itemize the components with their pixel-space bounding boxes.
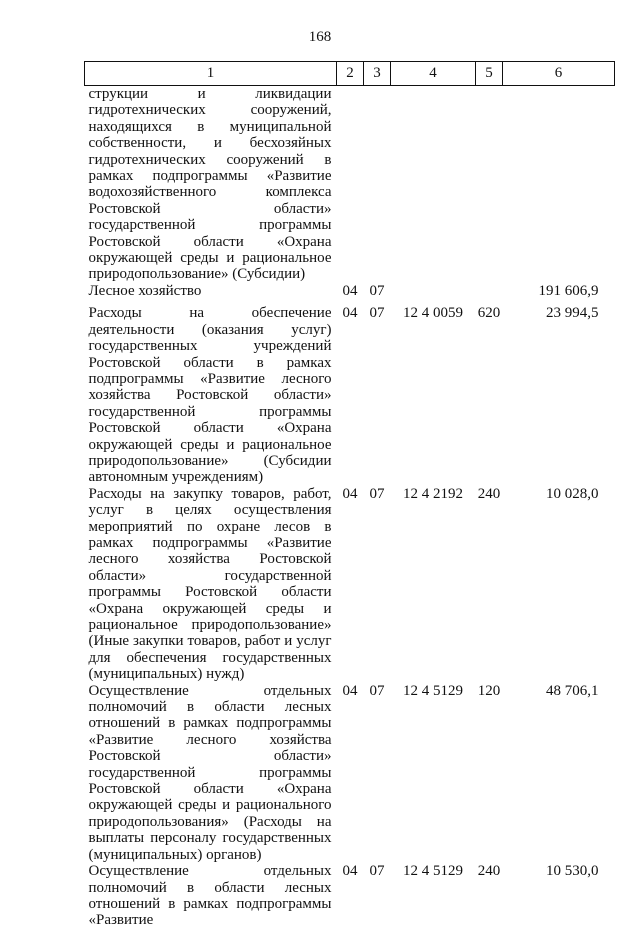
row-expense-type	[476, 86, 503, 283]
row-section: 04	[342, 682, 358, 699]
column-header-4: 4	[391, 62, 476, 86]
row-description: струкции и ликвидации гидротехнических сооружений, находящихся в муниципальной собственности, и бесхозяйных гидротехнических сооружений в рамках подпрограммы «Развитие водохозяйственного комплекса Ростовской области» государственной программы Ростовской области «Охрана окружающей среды и рациональное природопользование» (Субсидии)	[88, 86, 332, 283]
row-subsection: 07	[369, 305, 385, 322]
row-description: Лесное хозяйство	[88, 282, 202, 299]
row-amount	[503, 86, 615, 283]
row-subsection: 07	[369, 682, 385, 699]
row-expense-type: 240	[477, 485, 501, 502]
row-description: Осуществление отдельных полномочий в области лесных отношений в рамках подпрограммы «Развитие лесного хозяйства Ростовской области» государственной программы Ростовской области «Охрана окружающей среды и рационального природопользования» (Расходы на выплаты персоналу государственных (муниципальных) органов)	[88, 682, 332, 863]
budget-table	[84, 61, 615, 929]
row-target-code	[391, 86, 476, 283]
table-header-row	[85, 62, 615, 86]
table-row	[85, 486, 615, 683]
row-expense-type	[476, 283, 503, 305]
row-target-code: 12 4 2192	[403, 485, 463, 502]
row-description: Осуществление отдельных полномочий в области лесных отношений в рамках подпрограммы «Развитие	[88, 863, 332, 929]
row-subsection: 07	[369, 282, 385, 299]
table-row	[85, 305, 615, 485]
row-target-code: 12 4 0059	[403, 305, 463, 322]
column-header-2: 2	[337, 62, 364, 86]
row-amount: 48 706,1	[546, 682, 599, 699]
row-amount: 23 994,5	[546, 305, 599, 322]
row-amount: 191 606,9	[538, 282, 599, 299]
table-row	[85, 863, 615, 929]
row-subsection: 07	[369, 863, 385, 880]
row-subsection: 07	[369, 485, 385, 502]
page-number: 168	[308, 29, 332, 45]
row-section: 04	[342, 305, 358, 322]
row-description: Расходы на закупку товаров, работ, услуг в целях осуществления мероприятий по охране лесов в рамках подпрограммы «Развитие лесного хозяйства Ростовской области» государственной программы Ростовской области «Охрана окружающей среды и рациональное природопользование» (Иные закупки товаров, работ и услуг для обеспечения государственных (муниципальных) нужд)	[88, 485, 332, 683]
row-section	[337, 86, 364, 283]
column-header-5: 5	[476, 62, 503, 86]
row-target-code	[391, 283, 476, 305]
row-target-code: 12 4 5129	[403, 682, 463, 699]
row-target-code: 12 4 5129	[403, 863, 463, 880]
row-amount: 10 530,0	[546, 863, 599, 880]
row-section: 04	[342, 485, 358, 502]
row-amount: 10 028,0	[546, 485, 599, 502]
row-section: 04	[342, 863, 358, 880]
column-header-6: 6	[503, 62, 615, 86]
table-row	[85, 86, 615, 283]
row-description: Расходы на обеспечение деятельности (оказания услуг) государственных учреждений Ростовской области в рамках подпрограммы «Развитие лесного хозяйства Ростовской области» государственной программы Ростовской области «Охрана окружающей среды и рациональное природопользование» (Субсидии автономным учреждениям)	[88, 305, 332, 486]
row-expense-type: 240	[477, 863, 501, 880]
column-header-1: 1	[85, 62, 337, 86]
column-header-3: 3	[364, 62, 391, 86]
row-expense-type: 120	[477, 682, 501, 699]
row-subsection	[364, 86, 391, 283]
table-row	[85, 683, 615, 863]
row-expense-type: 620	[477, 305, 501, 322]
row-section: 04	[342, 282, 358, 299]
table-row	[85, 283, 615, 305]
